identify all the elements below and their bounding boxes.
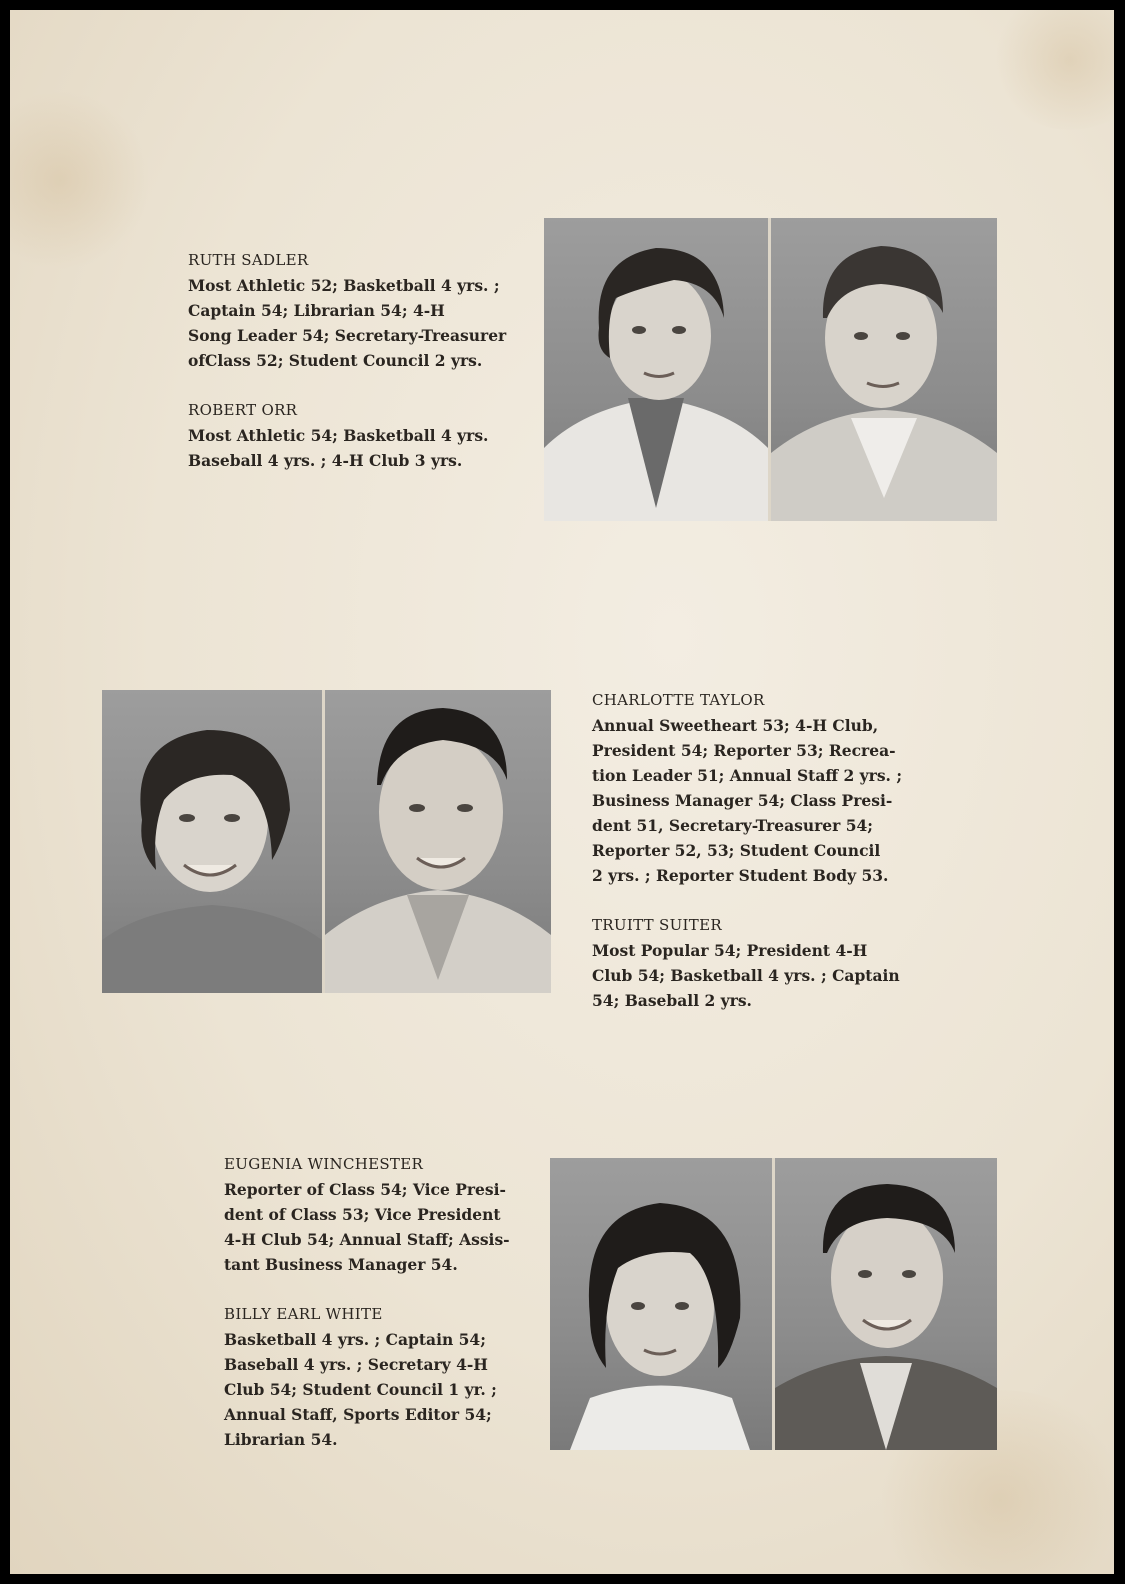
senior-entry [592, 913, 952, 1013]
senior-entry [188, 398, 528, 473]
portrait-female-photo [550, 1158, 772, 1450]
senior-entry [224, 1152, 554, 1277]
portrait-female-icon [102, 690, 322, 993]
portrait-female-icon [550, 1158, 772, 1450]
senior-name: ROBERT ORR [188, 401, 298, 419]
senior-name: EUGENIA WINCHESTER [224, 1155, 424, 1173]
senior-photo-pair-1 [544, 218, 997, 521]
senior-activities: Basketball 4 yrs. ; Captain 54; Baseball 4 yrs. ; Secretary 4-H Club 54; Student Council 1 yr. ; Annual Staff, Sports Editor 54; Librarian 54. [224, 1330, 497, 1449]
senior-activities: Most Athletic 54; Basketball 4 yrs. Baseball 4 yrs. ; 4-H Club 3 yrs. [188, 426, 489, 470]
senior-entry [188, 248, 528, 373]
paper-stain [10, 90, 150, 270]
senior-bio-group-1 [188, 248, 528, 473]
portrait-male-photo [775, 1158, 997, 1450]
paper-stain [990, 10, 1114, 130]
portrait-male-icon [775, 1158, 997, 1450]
senior-name: BILLY EARL WHITE [224, 1305, 383, 1323]
senior-entry [592, 688, 952, 888]
portrait-male-photo [325, 690, 551, 993]
senior-name: CHARLOTTE TAYLOR [592, 691, 765, 709]
portrait-female-photo [102, 690, 322, 993]
senior-activities: Most Popular 54; President 4-H Club 54; Basketball 4 yrs. ; Captain 54; Baseball 2 yrs. [592, 941, 900, 1010]
senior-name: TRUITT SUITER [592, 916, 722, 934]
yearbook-page [10, 10, 1114, 1574]
senior-bio-group-2 [592, 688, 952, 1013]
senior-entry [224, 1302, 554, 1452]
senior-bio-group-3 [224, 1152, 554, 1452]
senior-activities: Annual Sweetheart 53; 4-H Club, President 54; Reporter 53; Recrea- tion Leader 51; Annual Staff 2 yrs. ; Business Manager 54; Class Presi- dent 51, Secretary-Treasurer 54; Reporter 52, 53; Student Council 2 yrs. ; Reporter Student Body 53. [592, 716, 903, 885]
portrait-female-photo [544, 218, 768, 521]
senior-photo-pair-3 [550, 1158, 997, 1450]
portrait-female-icon [544, 218, 768, 521]
portrait-male-photo [771, 218, 997, 521]
senior-photo-pair-2 [102, 690, 551, 993]
senior-activities: Reporter of Class 54; Vice Presi- dent of Class 53; Vice President 4-H Club 54; Annual Staff; Assis- tant Business Manager 54. [224, 1180, 510, 1274]
senior-name: RUTH SADLER [188, 251, 309, 269]
portrait-male-icon [325, 690, 551, 993]
senior-activities: Most Athletic 52; Basketball 4 yrs. ; Captain 54; Librarian 54; 4-H Song Leader 54; Secretary-Treasurer ofClass 52; Student Council 2 yrs. [188, 276, 507, 370]
portrait-male-icon [771, 218, 997, 521]
